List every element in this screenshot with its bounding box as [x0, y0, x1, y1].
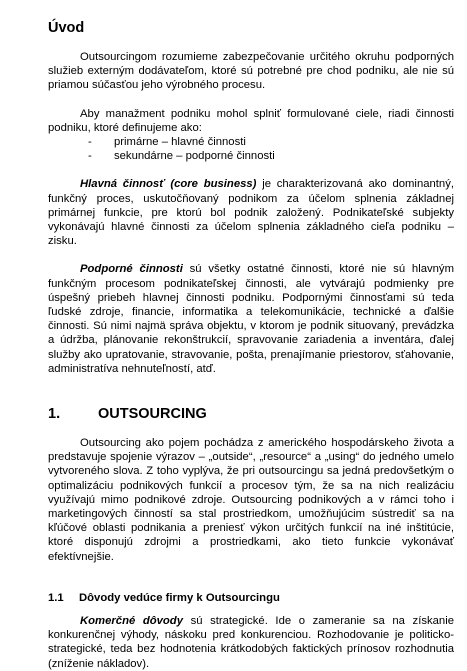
intro-heading: Úvod — [48, 20, 85, 36]
list-item-text: sekundárne – podporné činnosti — [114, 150, 275, 163]
dash-bullet: - — [88, 136, 92, 149]
section-1-1-title: Dôvody vedúce firmy k Outsourcingu — [79, 591, 280, 604]
section-1-number: 1. — [48, 406, 61, 423]
intro-paragraph-2: Aby manažment podniku mohol splniť formulované ciele, riadi činnosti podniku, ktoré definujeme ako: — [48, 107, 454, 134]
section-1-heading — [48, 406, 454, 422]
section-1-1-heading — [48, 592, 454, 604]
list-item — [88, 149, 454, 163]
dash-bullet: - — [88, 150, 92, 163]
activity-list — [48, 135, 454, 163]
commercial-reasons-paragraph — [48, 614, 454, 671]
section-1-title: OUTSOURCING — [98, 406, 207, 423]
section-1-1-number: 1.1 — [48, 591, 64, 604]
list-item-text: primárne – hlavné činnosti — [114, 136, 246, 149]
core-business-term: Hlavná činnosť (core business) — [80, 178, 257, 191]
commercial-reasons-text: sú strategické. Ide o zameranie sa na získanie konkurenčnej výhody, náskoku pred konkurenciou. Rozhodovanie je politicko-strategické, teda bez hodnotenia krátkodobých faktických prínosov rozhodnutia (zníženie nákladov). — [48, 614, 454, 670]
support-activities-text: sú všetky ostatné činnosti, ktoré nie sú hlavným funkčným procesom podnikateľskej činnosti, ale vytvárajú podmienky pre úspešný priebeh hlavnej činnosti podniku. Podpornými činnosťami sú teda ľudské zdroje, financie, informatika a telekomunikácie, technické a ďalšie činnosti. Sú nimi najmä správa objektu, v ktorom je podnik situovaný, prevádzka a údržba, plánovanie rekonštrukcií, spravovanie zariadenia a inventára, ďalej služby ako upratovanie, stravovanie, pošta, prenajímanie priestorov, sťahovanie, administratíva nehnuteľností, atď. — [48, 263, 454, 375]
intro-paragraph-1: Outsourcingom rozumieme zabezpečovanie určitého okruhu podporných služieb externým dodávateľom, ktoré sú potrebné pre chod podniku, ale nie sú priamou súčasťou jeho výrobného procesu. — [48, 51, 454, 92]
list-item — [88, 135, 454, 149]
outsourcing-paragraph: Outsourcing ako pojem pochádza z amerického hospodárskeho života a predstavuje spojenie výrazov – „outside“, „resource“ a „using“ do jedného umelo vytvoreného slova. Z toho vyplýva, že pri outsourcingu sa jedná predovšetkým o optimalizáciu podnikových funkcií a procesov tým, že sa na nich realizáciu využívajú mimo podnikové zdroje. Outsourcing podnikových a v rámci toho i marketingových činností sa stal prostriedkom, umožňujúcim sústrediť sa na kľúčové oblasti podnikania a preniesť výkon určitých funkcií na iné inštitúcie, ktoré disponujú zdrojmi a prostriedkami, ako tieto funkcie vykonávať efektívnejšie. — [48, 437, 454, 563]
support-activities-term: Podporné činnosti — [80, 263, 183, 276]
core-business-text: je charakterizovaná ako dominantný, funkčný proces, uskutočňovaný podnikom za účelom splnenia základnej primárnej funkcie, pre ktorú bol podnik založený. Podnikateľské subjekty vykonávajú hlavné činnosti za účelom splnenia základného cieľa podniku – zisku. — [48, 178, 454, 248]
core-business-paragraph — [48, 177, 454, 248]
commercial-reasons-term: Komerčné dôvody — [80, 614, 183, 627]
support-activities-paragraph — [48, 262, 454, 376]
